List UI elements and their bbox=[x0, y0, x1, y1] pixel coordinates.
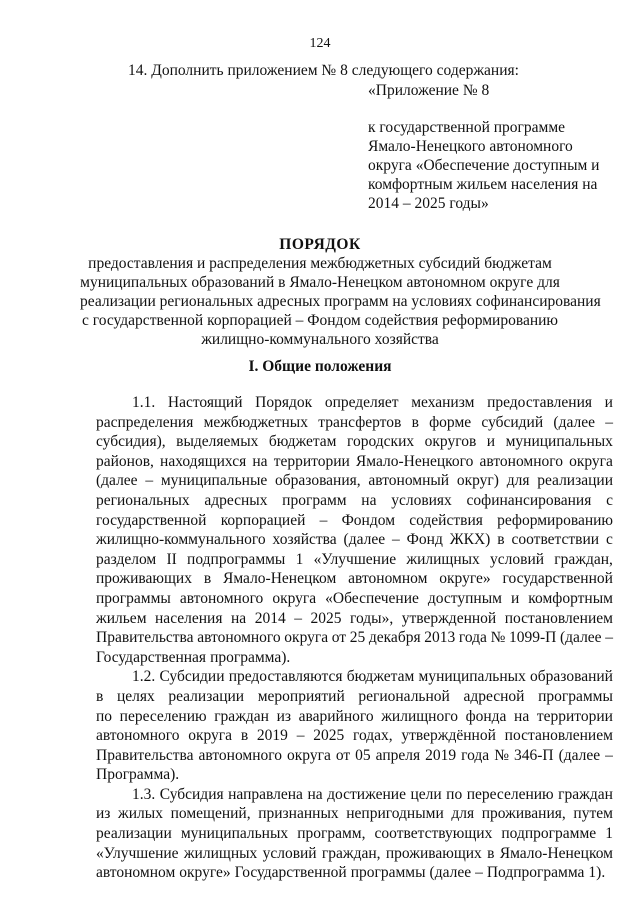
paragraph-line: районов, находящихся на территории Ямало-Ненецкого автономного округа bbox=[96, 452, 613, 470]
paragraph bbox=[96, 785, 613, 883]
subtitle-line: жилищно-коммунального хозяйства bbox=[201, 331, 439, 348]
appendix-reference bbox=[368, 118, 608, 213]
paragraph-line: проживающих в Ямало-Ненецком автономном округе» государственной bbox=[96, 570, 613, 588]
paragraph-line: Правительства автономного округа от 25 декабря 2013 года № 1099-П (далее – bbox=[96, 629, 613, 647]
paragraph-line: жилищно-коммунального хозяйства (далее – Фонд ЖКХ) в соответствии с bbox=[96, 531, 613, 549]
paragraph bbox=[96, 393, 613, 667]
paragraph-line: по переселению граждан из аварийного жилищного фонда на территории bbox=[96, 707, 613, 725]
paragraph-line: из жилых помещений, признанных непригодными для проживания, путем bbox=[96, 805, 613, 823]
subtitle-line: с государственной корпорацией – Фондом содействия реформированию bbox=[81, 312, 558, 329]
paragraph-line: (далее – муниципальные образования, автономный округ) для реализации bbox=[96, 472, 613, 490]
subtitle-line: муниципальных образований в Ямало-Ненецком автономном округе для bbox=[80, 274, 560, 291]
document-subtitle bbox=[80, 254, 601, 349]
body-text bbox=[96, 393, 613, 883]
intro-line: 14. Дополнить приложением № 8 следующего содержания: bbox=[128, 62, 519, 79]
paragraph-line: жильем населения на 2014 – 2025 годы», утвержденной постановлением bbox=[96, 609, 613, 627]
appendix-ref-line: 2014 – 2025 годы» bbox=[368, 195, 489, 212]
page-number: 124 bbox=[309, 36, 331, 51]
paragraph bbox=[96, 667, 613, 785]
paragraph-line: 1.2. Субсидии предоставляются бюджетам муниципальных образований bbox=[132, 668, 613, 686]
paragraph-line: «Улучшение жилищных условий граждан, проживающих в Ямало-Ненецком bbox=[96, 844, 613, 862]
section-heading: I. Общие положения bbox=[248, 358, 392, 375]
appendix-ref-line: к государственной программе bbox=[368, 119, 566, 136]
paragraph-line: Программа). bbox=[96, 766, 180, 784]
paragraph-line: автономного округа в 2019 – 2025 годах, утверждённой постановлением bbox=[96, 727, 613, 745]
appendix-ref-line: округа «Обеспечение доступным и bbox=[368, 157, 600, 174]
paragraph-line: Правительства автономного округа от 05 апреля 2019 года № 346-П (далее – bbox=[96, 746, 613, 764]
appendix-ref-line: Ямало-Ненецкого автономного bbox=[368, 138, 573, 155]
paragraph-line: распределения межбюджетных трансфертов в форме субсидий (далее – bbox=[96, 413, 613, 431]
paragraph-line: разделом II подпрограммы 1 «Улучшение жилищных условий граждан, bbox=[96, 550, 613, 568]
appendix-title: «Приложение № 8 bbox=[368, 82, 490, 99]
paragraph-line: региональных адресных программ на условиях софинансирования с bbox=[96, 491, 613, 509]
appendix-ref-line: комфортным жильем населения на bbox=[368, 176, 598, 193]
subtitle-line: реализации региональных адресных программ на условиях софинансирования bbox=[80, 293, 601, 310]
subtitle-line: предоставления и распределения межбюджетных субсидий бюджетам bbox=[88, 255, 552, 272]
paragraph-line: государственной корпорацией – Фондом содействия реформированию bbox=[96, 511, 613, 529]
paragraph-line: Государственная программа). bbox=[96, 648, 291, 666]
paragraph-line: программы автономного округа «Обеспечение доступным и комфортным bbox=[96, 589, 613, 607]
paragraph-line: 1.3. Субсидия направлена на достижение цели по переселению граждан bbox=[132, 785, 613, 803]
paragraph-line: субсидия), выделяемых бюджетам городских округов и муниципальных bbox=[96, 433, 613, 451]
paragraph-line: 1.1. Настоящий Порядок определяет механизм предоставления и bbox=[132, 394, 613, 411]
document-title: ПОРЯДОК bbox=[279, 236, 361, 253]
paragraph-line: в целях реализации мероприятий региональной адресной программы bbox=[96, 687, 613, 705]
paragraph-line: реализации муниципальных программ, соответствующих подпрограмме 1 bbox=[96, 825, 613, 843]
paragraph-line: автономном округе» Государственной программы (далее – Подпрограмма 1). bbox=[96, 864, 606, 882]
